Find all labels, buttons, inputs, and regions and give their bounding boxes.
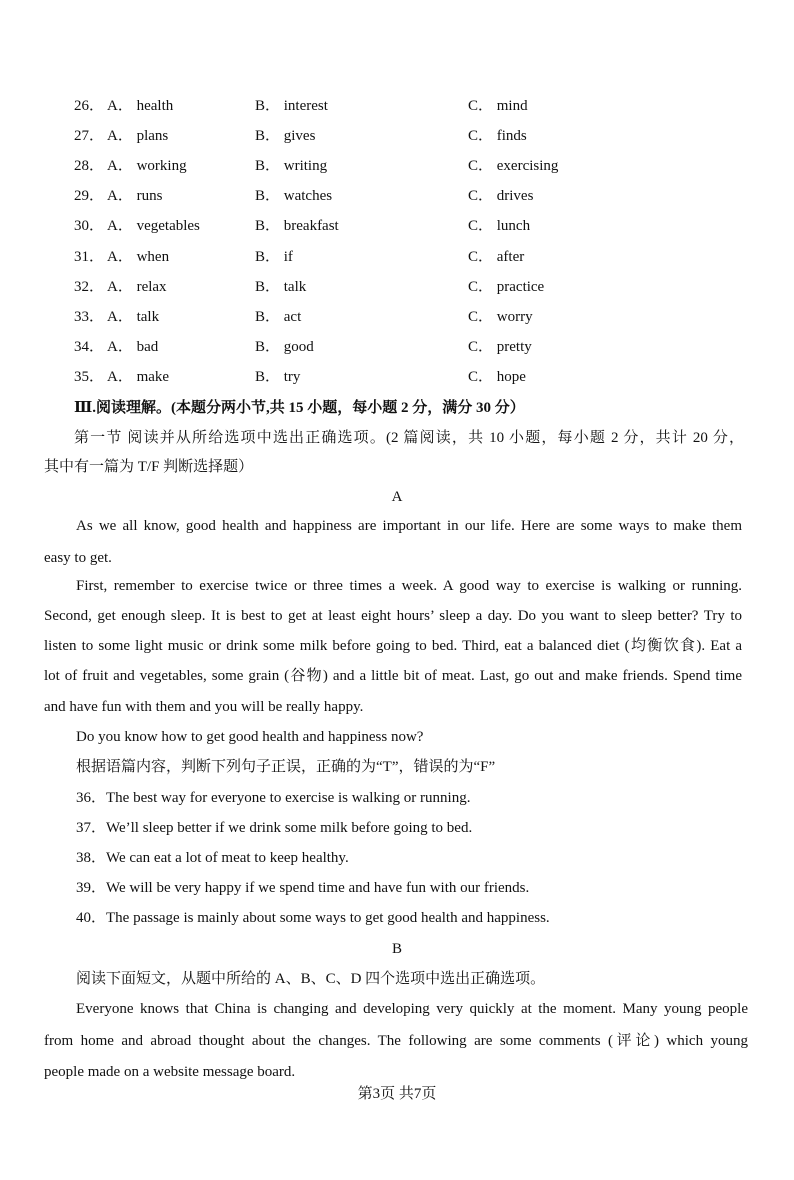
option-a: A． runs <box>107 188 163 204</box>
option-c: C． exercising <box>468 158 559 174</box>
option-b: B． watches <box>255 188 333 204</box>
passage-label: A <box>391 489 403 505</box>
tf-question: 39．We will be very happy if we spend time and have fun with our friends. <box>76 880 530 896</box>
option-c: C． lunch <box>468 218 531 234</box>
question-number: 30． <box>74 218 105 234</box>
passage-line: As we all know, good health and happiness are important in our life. Here are some ways to make them <box>76 518 742 534</box>
option-a: A． vegetables <box>107 218 200 234</box>
passage-line: and have fun with them and you will be really happy. <box>44 699 364 715</box>
option-row <box>0 275 794 299</box>
passage-line: listen to some light music or drink some milk before going to bed. Third, eat a balanced diet (均衡饮食). Eat a <box>44 638 742 654</box>
tf-instruction: 根据语篇内容，判断下列句子正误，正确的为“T”，错误的为“F” <box>76 759 496 775</box>
option-a: A． make <box>107 369 170 385</box>
question-number: 32． <box>74 279 105 295</box>
option-b: B． good <box>255 339 314 355</box>
question-number: 28． <box>74 158 105 174</box>
option-c: C． drives <box>468 188 534 204</box>
option-c: C． after <box>468 249 525 265</box>
option-c: C． worry <box>468 309 533 325</box>
passage-line: Everyone knows that China is changing and developing very quickly at the moment. Many young people <box>76 1001 748 1017</box>
option-row <box>0 365 794 389</box>
passage-line: lot of fruit and vegetables, some grain (谷物) and a little bit of meat. Last, go out and make friends. Spend time <box>44 668 742 684</box>
part-instruction: 第一节 阅读并从所给选项中选出正确选项。(2 篇阅读，共 10 小题，每小题 2 分，共计 20 分， <box>74 430 744 446</box>
option-b: B． interest <box>255 98 328 114</box>
option-b: B． breakfast <box>255 218 339 234</box>
page-footer: 第3页 共7页 <box>357 1086 437 1102</box>
question-number: 29． <box>74 188 105 204</box>
passage-line: First, remember to exercise twice or three times a week. A good way to exercise is walking or running. <box>76 578 742 594</box>
question-number: 31． <box>74 249 105 265</box>
option-row <box>0 154 794 178</box>
passage-line: from home and abroad thought about the changes. The following are some comments (评论) which young <box>44 1033 748 1049</box>
question-number: 27． <box>74 128 105 144</box>
option-b: B． if <box>255 249 293 265</box>
option-a: A． when <box>107 249 170 265</box>
passage-label: B <box>391 941 402 957</box>
option-b: B． gives <box>255 128 316 144</box>
question-number: 33． <box>74 309 105 325</box>
option-b: B． try <box>255 369 301 385</box>
passage-line: people made on a website message board. <box>44 1064 296 1080</box>
part-instruction-continued: 其中有一篇为 T/F 判断选择题） <box>44 459 254 475</box>
option-c: C． mind <box>468 98 528 114</box>
tf-question: 40．The passage is mainly about some ways to get good health and happiness. <box>76 910 550 926</box>
option-c: C． hope <box>468 369 526 385</box>
option-c: C． finds <box>468 128 527 144</box>
question-number: 34． <box>74 339 105 355</box>
option-a: A． talk <box>107 309 160 325</box>
option-row <box>0 335 794 359</box>
option-a: A． relax <box>107 279 167 295</box>
option-c: C． pretty <box>468 339 532 355</box>
option-c: C． practice <box>468 279 545 295</box>
option-a: A． health <box>107 98 174 114</box>
tf-question: 37．We’ll sleep better if we drink some milk before going to bed. <box>76 820 473 836</box>
question-number: 35． <box>74 369 105 385</box>
option-b: B． talk <box>255 279 307 295</box>
option-a: A． working <box>107 158 187 174</box>
option-row <box>0 124 794 148</box>
passage-line: Do you know how to get good health and happiness now? <box>76 729 424 745</box>
option-a: A． plans <box>107 128 169 144</box>
option-b: B． act <box>255 309 302 325</box>
option-row <box>0 214 794 238</box>
passage-line: Second, get enough sleep. It is best to get at least eight hours’ sleep a day. Do you want to sleep better? Try to <box>44 608 742 624</box>
option-b: B． writing <box>255 158 328 174</box>
passage-line: easy to get. <box>44 550 112 566</box>
tf-question: 38．We can eat a lot of meat to keep healthy. <box>76 850 349 866</box>
option-row <box>0 184 794 208</box>
tf-question: 36．The best way for everyone to exercise is walking or running. <box>76 790 471 806</box>
option-row <box>0 245 794 269</box>
passage-instruction: 阅读下面短文，从题中所给的 A、B、C、D 四个选项中选出正确选项。 <box>76 971 546 987</box>
option-a: A． bad <box>107 339 159 355</box>
section-heading: Ⅲ.阅读理解。(本题分两小节,共 15 小题，每小题 2 分，满分 30 分） <box>74 400 525 416</box>
question-number: 26． <box>74 98 105 114</box>
option-row <box>0 305 794 329</box>
option-row <box>0 94 794 118</box>
